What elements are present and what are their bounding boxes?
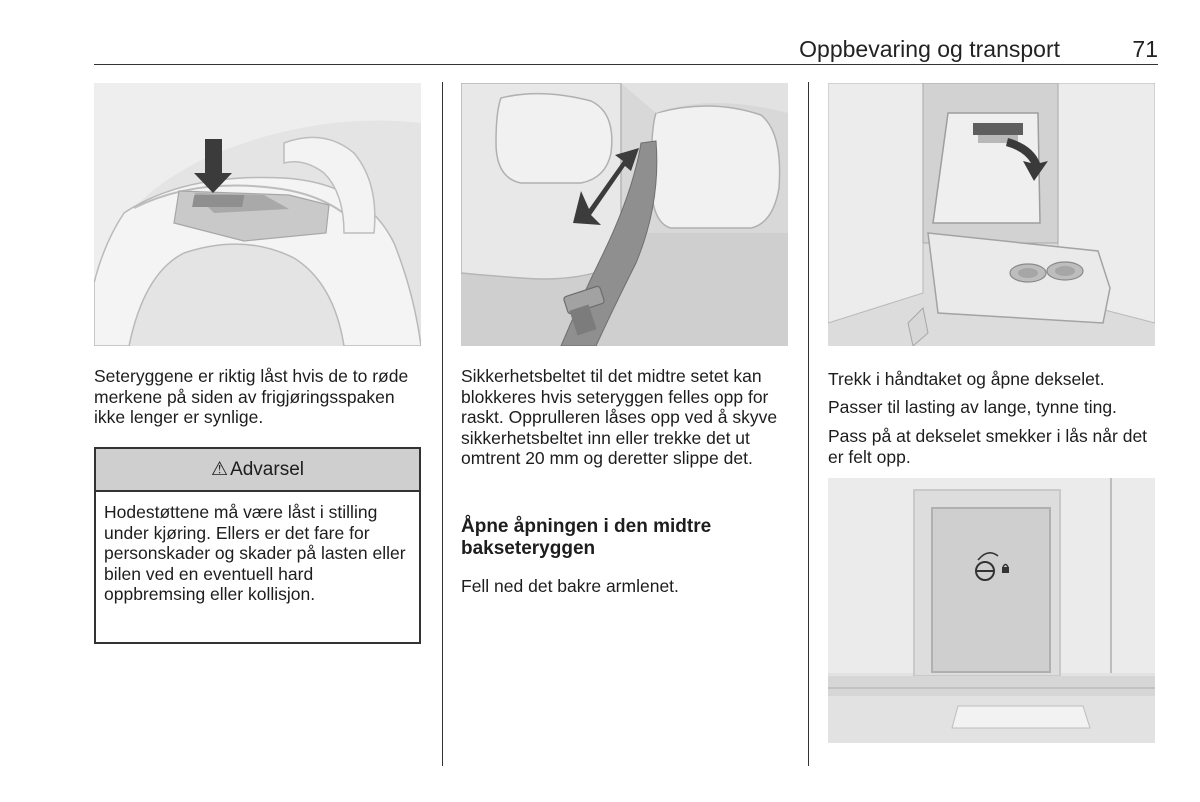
column-divider-right: [808, 82, 809, 766]
section-heading: Åpne åpningen i den midtre bakseteryggen: [461, 516, 712, 559]
usage-note: Passer til lasting av lange, tynne ting.: [828, 397, 1117, 417]
section-title: Oppbevaring og transport: [799, 36, 1060, 62]
warning-header: [96, 449, 419, 492]
seatback-release-illustration: [94, 83, 421, 346]
close-cover-note: Pass på at dekselet smekker i lås når det er felt opp.: [828, 426, 1148, 467]
seat-belt-illustration: [461, 83, 788, 346]
warning-title: Advarsel: [230, 458, 304, 480]
warning-triangle-icon: ⚠: [211, 459, 229, 480]
page-number: 71: [1132, 36, 1158, 62]
header-divider: [94, 64, 1158, 65]
cover-lock-illustration: [828, 478, 1155, 743]
seat-belt-paragraph: Sikkerhetsbeltet til det midtre setet kan blokkeres hvis seteryggen felles opp for raskt. Opprulleren låses opp ved å skyve sikkerhetsbeltet inn eller trekke det ut omtrent 20 mm og deretter slippe det.: [461, 366, 778, 468]
pass-through-cover-illustration: [828, 83, 1155, 346]
seatback-lock-caption: Seteryggene er riktig låst hvis de to røde merkene på siden av frigjøringsspaken ikke lenger er synlige.: [94, 366, 409, 427]
armrest-instruction: Fell ned det bakre armlenet.: [461, 576, 679, 596]
open-cover-step: Trekk i håndtaket og åpne dekselet.: [828, 369, 1105, 389]
column-divider-left: [442, 82, 443, 766]
warning-box: [94, 447, 421, 644]
warning-text: Hodestøttene må være låst i stilling under kjøring. Ellers er det fare for personskader og skader på lasten eller bilen ved en eventuell hard oppbremsing eller kollisjon.: [104, 502, 406, 604]
